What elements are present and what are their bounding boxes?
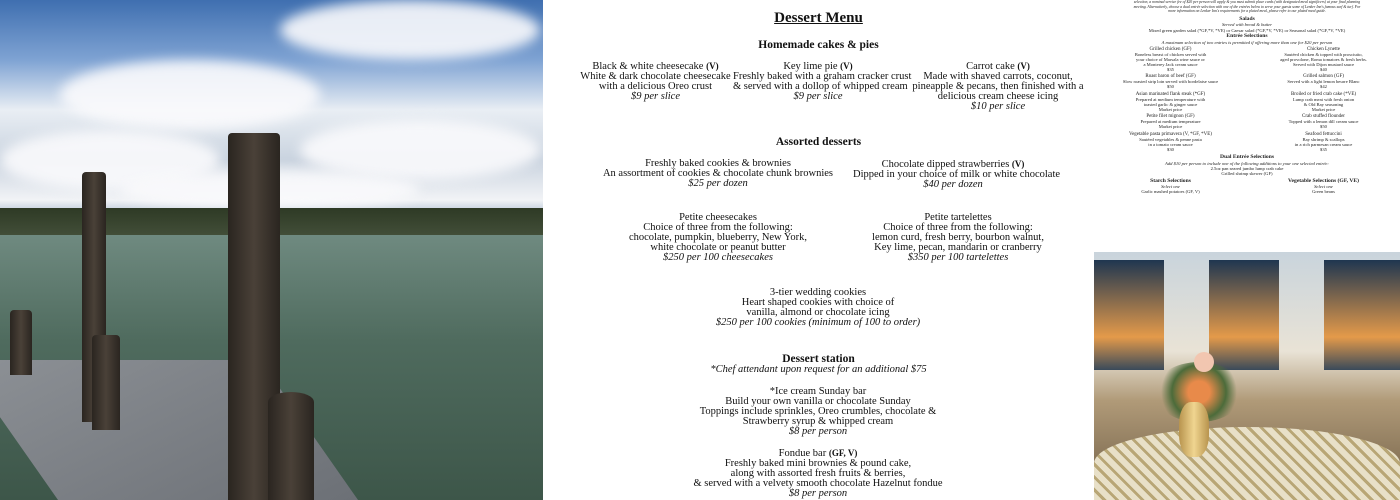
entree-detail: Prepared at medium temperature xyxy=(1140,119,1201,125)
entree-detail: Bay shrimp & scallops xyxy=(1302,136,1345,142)
entree-item xyxy=(1097,114,1244,129)
vegetable-selection xyxy=(1250,178,1397,195)
menu-item xyxy=(693,288,943,328)
entree-item xyxy=(1250,114,1397,129)
entree-item xyxy=(1097,47,1244,72)
entree-detail: $50 xyxy=(1167,84,1174,90)
item-price: $350 per 100 tartelettes xyxy=(907,252,1009,263)
item-description: White & dark chocolate cheesecake xyxy=(580,71,731,82)
section-heading-station: Dessert station xyxy=(782,353,855,365)
item-description: lemon curd, fresh berry, bourbon walnut, xyxy=(872,232,1044,243)
entree-detail: Topped with a lemon dill cream sauce xyxy=(1288,119,1359,125)
section-heading-homemade: Homemade cakes & pies xyxy=(758,39,879,51)
item-price: $25 per dozen xyxy=(688,178,748,189)
dietary-tag: (V) xyxy=(840,61,853,71)
entree-detail: Market price xyxy=(1158,106,1183,112)
item-description: Freshly baked with a graham cracker crust xyxy=(733,71,912,82)
intro-line: more information on Lenker Inn's requirements for a plated meal, please refer to our plated meal guide. xyxy=(1168,9,1326,14)
waterfront-dock-photo xyxy=(0,0,543,500)
menu-item xyxy=(853,159,1061,190)
item-description: Strawberry syrup & whipped cream xyxy=(742,416,894,427)
vegetable-heading: Vegetable Selections (GF, VE) xyxy=(1288,177,1359,184)
entree-detail: $30 xyxy=(1167,146,1174,152)
item-description: Made with shaved carrots, coconut, xyxy=(923,71,1073,82)
dual-option: Grilled shrimp skewer (GF) xyxy=(1221,170,1273,176)
entree-detail: Sautéed vegetables & penne pasta xyxy=(1139,136,1202,142)
entree-detail: Lump crab meat with fresh onion xyxy=(1292,96,1355,102)
side-selections xyxy=(1094,178,1400,195)
item-description: chocolate, pumpkin, blueberry, New York, xyxy=(628,232,808,243)
entree-detail: Market price xyxy=(1158,124,1183,130)
item-name-text: Petite tartelettes xyxy=(924,212,992,223)
item-price: $9 per slice xyxy=(793,91,843,102)
dual-heading: Dual Entrée Selections xyxy=(1219,154,1275,161)
chef-attendant-note: *Chef attendant upon request for an additional $75 xyxy=(710,364,927,375)
entree-name: Grilled salmon (GF) xyxy=(1303,74,1344,80)
dual-subtitle: Add $10 per person to include one of the following additions to your one selected entrée: xyxy=(1165,160,1329,166)
item-description: Dipped in your choice of milk or white chocolate xyxy=(853,169,1061,180)
menu-item xyxy=(668,448,968,499)
item-description: Toppings include sprinkles, Oreo crumbles, chocolate & xyxy=(699,406,937,417)
menu-item xyxy=(668,387,968,437)
dietary-tag: (V) xyxy=(1017,61,1030,71)
entree-detail: Served with Dijon mustard sauce xyxy=(1293,61,1354,67)
dessert-menu-title: Dessert Menu xyxy=(774,10,863,26)
entree-intro xyxy=(1094,0,1400,14)
item-description: delicious cream cheese icing xyxy=(937,91,1059,102)
item-name-text: Key lime pie xyxy=(783,61,838,72)
entree-detail: Prepared at medium temperature with xyxy=(1135,96,1206,102)
entree-detail: Sautéed chicken & topped with prosciutto, xyxy=(1284,51,1363,57)
menu-item xyxy=(563,61,748,102)
entree-menu xyxy=(1094,0,1400,194)
entree-item xyxy=(1250,74,1397,89)
item-description: Freshly baked mini brownies & pound cake, xyxy=(724,458,912,469)
entree-name: Chicken Lynette xyxy=(1307,46,1340,52)
item-description: Choice of three from the following: xyxy=(883,222,1033,233)
entree-detail: Market price xyxy=(1311,106,1336,112)
entree-detail: Slow roasted strip loin served with bordelaise sauce xyxy=(1122,79,1219,85)
salads-subtitle: Served with bread & butter xyxy=(1221,22,1273,28)
dietary-tag: (V) xyxy=(1011,159,1025,169)
item-description: An assortment of cookies & chocolate chunk brownies xyxy=(602,168,834,179)
menu-item xyxy=(853,213,1063,263)
item-description: Choice of three from the following: xyxy=(643,222,793,233)
menu-item xyxy=(733,61,912,102)
item-price: $8 per person xyxy=(788,488,848,499)
item-name-text: Fondue bar xyxy=(778,448,827,459)
entree-name: Vegetable pasta primavera (V, *GF, *VE) xyxy=(1129,131,1212,137)
starch-selection xyxy=(1097,178,1244,195)
item-name-text: 3-tier wedding cookies xyxy=(769,287,867,298)
item-description: & served with a velvety smooth chocolate Hazelnut fondue xyxy=(693,478,943,489)
entree-name: Petite filet mignon (GF) xyxy=(1146,114,1195,120)
item-description: Build your own vanilla or chocolate Sunday xyxy=(725,396,911,407)
table-centerpiece-photo xyxy=(1094,252,1400,500)
entree-name: Grilled chicken (GF) xyxy=(1149,46,1192,52)
entree-name: Broiled or fried crab cake (*VE) xyxy=(1290,91,1357,97)
salad-options: Mixed green garden salad (*GF,*V, *VE) or Caesar salad (*GF,*V, *VE) or Seasonal salad (*GF,*V, *VE) xyxy=(1148,28,1346,34)
dessert-menu xyxy=(543,0,1094,500)
item-description: pineapple & pecans, then finished with a xyxy=(912,81,1084,92)
entree-detail: Served with a light lemon beurre Blanc xyxy=(1287,79,1360,85)
entree-detail: $50 xyxy=(1320,124,1327,130)
dietary-tag: (GF, V) xyxy=(828,448,858,458)
entree-detail: & Old Bay seasoning xyxy=(1303,101,1344,107)
entree-subtitle: A maximum selection of two entries is permitted if offering more than one for $20 per person xyxy=(1161,39,1333,45)
entree-item xyxy=(1097,132,1244,152)
entree-detail: $35 xyxy=(1167,66,1174,72)
entree-detail: $42 xyxy=(1320,84,1327,90)
item-price: $10 per slice xyxy=(970,101,1026,112)
entree-detail: in a tomato cream sauce xyxy=(1148,141,1193,147)
entree-detail: toasted garlic & ginger sauce xyxy=(1143,101,1198,107)
entree-name: Seafood fettuccini xyxy=(1305,131,1342,137)
item-price: $250 per 100 cookies (minimum of 100 to order) xyxy=(715,317,921,328)
item-description: Key lime, pecan, mandarin or cranberry xyxy=(874,242,1042,253)
item-price: $250 per 100 cheesecakes xyxy=(663,252,773,263)
entree-item xyxy=(1250,132,1397,152)
item-description: Heart shaped cookies with choice of xyxy=(741,297,895,308)
entree-column-right xyxy=(1250,47,1397,155)
menu-item xyxy=(908,61,1088,112)
item-price: $8 per person xyxy=(788,426,848,437)
item-name-text: Chocolate dipped strawberries xyxy=(881,159,1010,170)
item-name-text: *Ice cream Sunday bar xyxy=(769,386,867,397)
menu-item xyxy=(603,213,833,263)
item-description: along with assorted fresh fruits & berries, xyxy=(730,468,906,479)
dietary-tag: (V) xyxy=(706,61,719,71)
item-name-text: Freshly baked cookies & brownies xyxy=(645,158,791,169)
entree-column-left xyxy=(1097,47,1244,155)
entree-item xyxy=(1250,92,1397,112)
item-name-text: Carrot cake xyxy=(966,61,1015,72)
item-description: & served with a dollop of whipped cream xyxy=(733,81,908,92)
item-description: with a delicious Oreo crust xyxy=(598,81,713,92)
entree-name: Crab stuffed flounder xyxy=(1302,114,1345,120)
entree-name: Asian marinated flank steak (*GF) xyxy=(1135,91,1206,97)
item-price: $40 per dozen xyxy=(923,179,983,190)
salads-heading: Salads xyxy=(1239,15,1255,22)
entree-detail: in a rich parmesan cream sauce xyxy=(1294,141,1353,147)
entree-detail: your choice of Marsala wine sauce or xyxy=(1136,56,1205,62)
entree-heading: Entrée Selections xyxy=(1226,33,1268,40)
item-name-text: Black & white cheesecake xyxy=(592,61,704,72)
item-name-text: Petite cheesecakes xyxy=(679,212,757,223)
entree-detail: Boneless breast of chicken served with xyxy=(1134,51,1207,57)
menu-item xyxy=(583,159,853,189)
item-description: white chocolate or peanut butter xyxy=(650,242,786,253)
intro-line: selection, a nominal service fee of $20 per person will apply & you must submit place cards (with designated meal significers) at your final planning xyxy=(1133,0,1361,4)
entree-detail: $35 xyxy=(1320,146,1327,152)
entree-detail: aged provolone, Roma tomatoes & fresh herbs. xyxy=(1280,56,1367,62)
item-description: vanilla, almond or chocolate icing xyxy=(746,307,890,318)
entree-item xyxy=(1250,47,1397,72)
vegetable-option: Green beans xyxy=(1312,189,1335,195)
entree-columns xyxy=(1094,47,1400,155)
entree-item xyxy=(1097,92,1244,112)
section-heading-assorted: Assorted desserts xyxy=(775,136,862,148)
vegetable-subtitle: Select one xyxy=(1314,184,1333,190)
intro-line: meeting. Alternatively, choose a dual entrée selection with one of the entrées below to serve your guests some of Lenker Inn's famous surf & turf. For xyxy=(1133,4,1361,9)
entree-name: Roast baron of beef (GF) xyxy=(1145,74,1196,80)
entree-detail: $40 xyxy=(1320,66,1327,72)
item-price: $9 per slice xyxy=(631,91,680,102)
entree-detail: a Monterey Jack cream sauce xyxy=(1143,61,1198,67)
starch-option: Garlic mashed potatoes (GF, V) xyxy=(1141,189,1200,195)
entree-item xyxy=(1097,74,1244,89)
starch-heading: Starch Selections xyxy=(1150,177,1191,184)
starch-subtitle: Select one xyxy=(1161,184,1180,190)
dual-option: 2.5oz pan seared jumbo lump crab cake xyxy=(1210,165,1284,171)
